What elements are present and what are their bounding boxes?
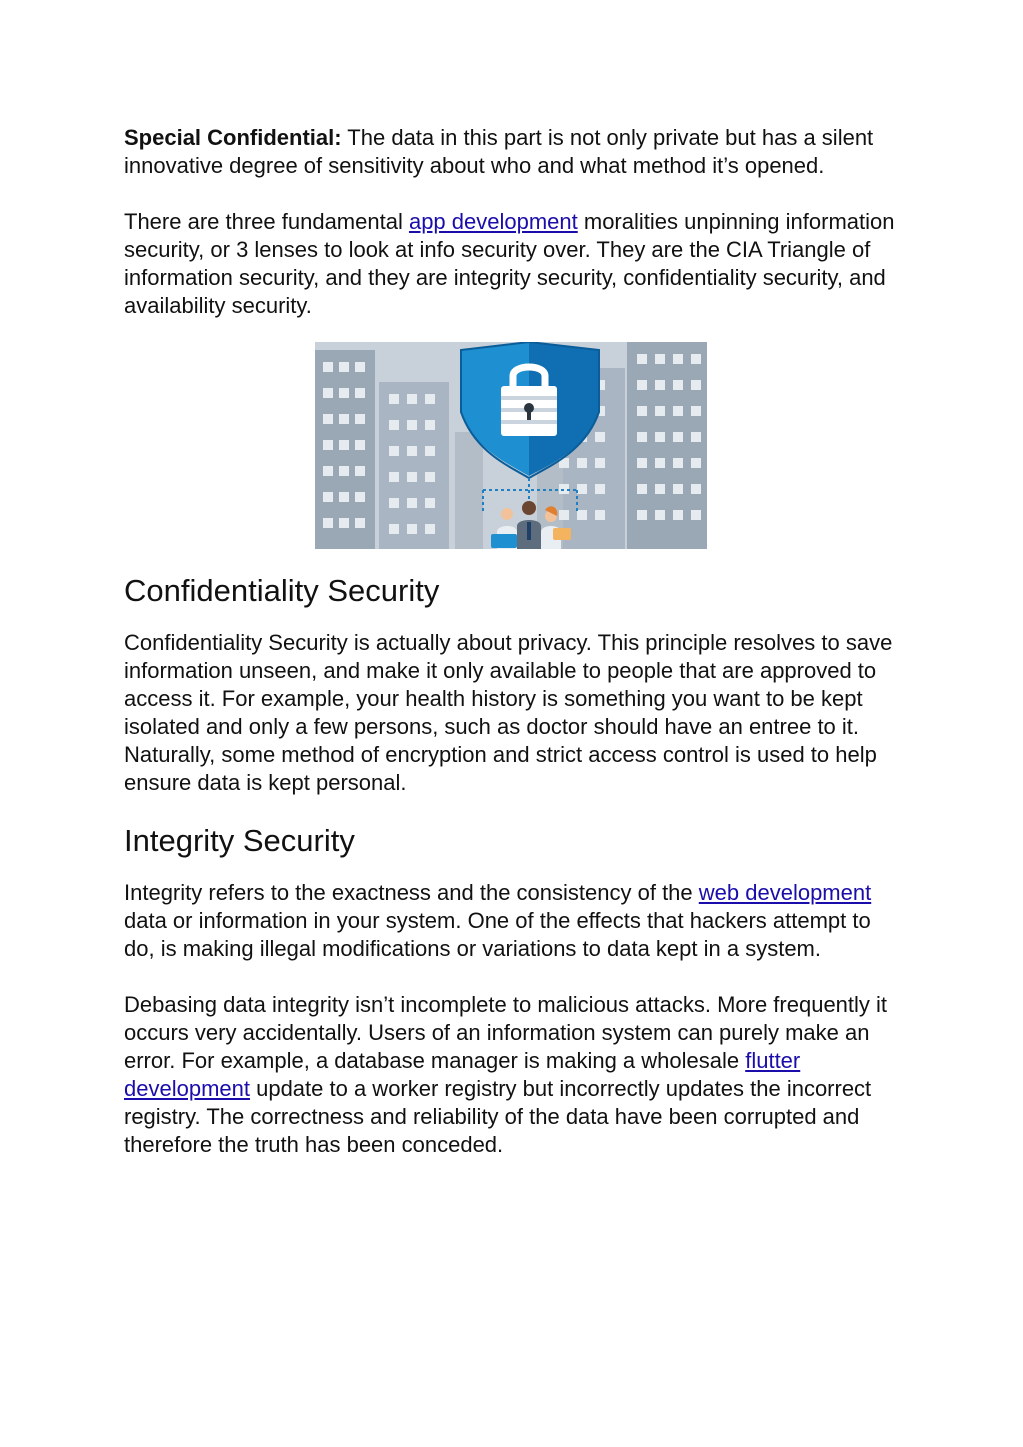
document-page (124, 124, 904, 1159)
integrity-paragraph-1 (124, 879, 904, 963)
app-development-link[interactable]: app development (408, 209, 578, 234)
integrity-paragraph-2 (124, 991, 904, 1159)
web-development-link[interactable]: web development (698, 880, 872, 905)
special-confidential-paragraph (124, 124, 904, 180)
special-confidential-label: Special Confidential: (124, 125, 342, 150)
integrity-p2-text-after: update to a worker registry but incorrectly updates the incorrect registry. The correctness and reliability of the data have been corrupted and therefore the truth has been conceded. (124, 1076, 872, 1157)
integrity-security-heading: Integrity Security (124, 823, 355, 858)
flutter-development-link[interactable]: flutter development (124, 1048, 801, 1101)
confidentiality-security-heading: Confidentiality Security (124, 573, 440, 608)
confidentiality-body: Confidentiality Security is actually about privacy. This principle resolves to save information unseen, and make it only available to people that are approved to access it. For example, your health history is something you want to be kept isolated and only a few persons, such as doctor should have an entree to it. Naturally, some method of encryption and strict access control is used to help ensure data is kept personal. (124, 630, 893, 795)
cia-intro-paragraph (124, 208, 904, 320)
security-shield-lock-icon (315, 342, 707, 549)
integrity-p2-text-before: Debasing data integrity isn’t incomplete to malicious attacks. More frequently it occurs very accidentally. Users of an information system can purely make an error. For example, a database manager is making a wholesale (124, 992, 888, 1073)
security-illustration (315, 342, 707, 549)
integrity-p1-text-before: Integrity refers to the exactness and the consistency of the (124, 880, 699, 905)
special-confidential-text: The data in this part is not only private but has a silent innovative degree of sensitivity about who and what method it’s opened. (124, 125, 874, 178)
integrity-p1-text-after: data or information in your system. One of the effects that hackers attempt to do, is making illegal modifications or variations to data kept in a system. (124, 908, 871, 961)
cia-intro-text-before: There are three fundamental (124, 209, 409, 234)
cia-intro-text-after: moralities unpinning information security, or 3 lenses to look at info security over. They are the CIA Triangle of information security, and they are integrity security, confidentiality security, and availability security. (124, 209, 895, 318)
